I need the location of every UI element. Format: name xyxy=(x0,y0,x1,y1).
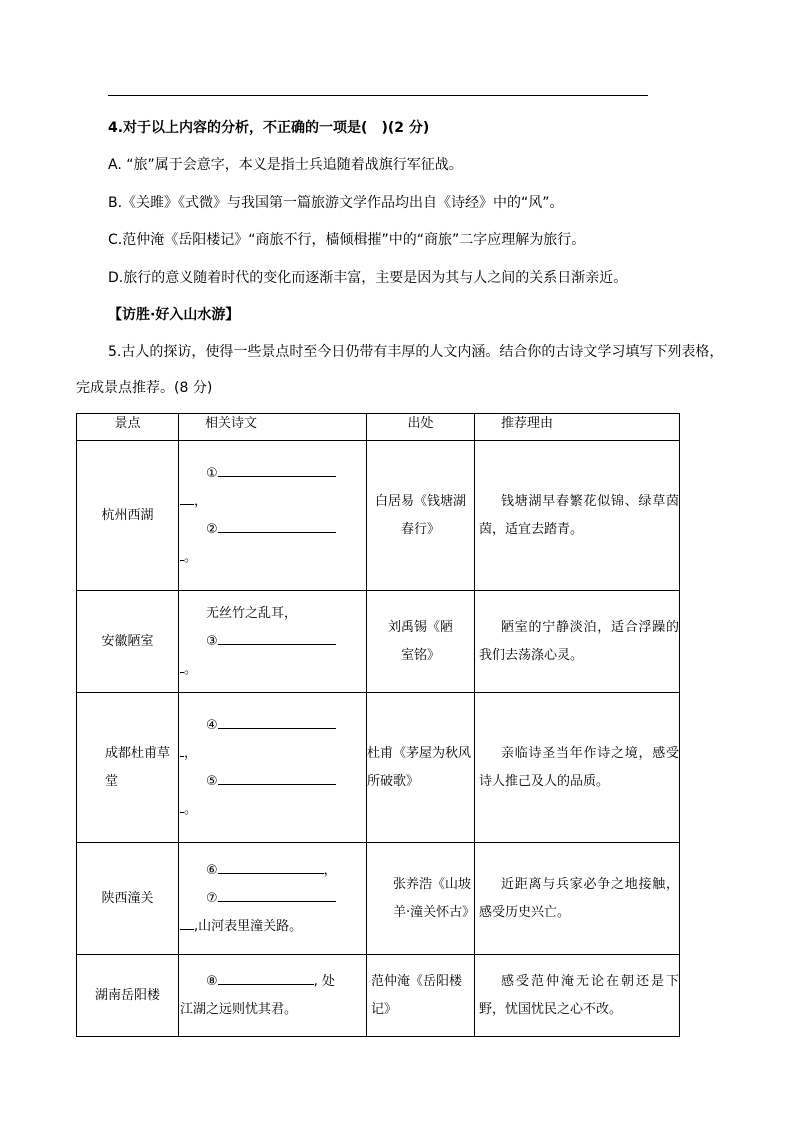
given-line: ,山河表里潼关路。 xyxy=(194,918,303,934)
place-cell: 湖南岳阳楼 xyxy=(77,955,179,1037)
table-row xyxy=(77,843,680,955)
punct: ， xyxy=(194,493,208,509)
table-row xyxy=(77,591,680,693)
top-divider xyxy=(108,95,648,96)
header-place: 景点 xyxy=(77,414,179,441)
blank-label: ⑧ xyxy=(206,973,218,989)
blank-label: ③ xyxy=(206,633,218,649)
poem-cell xyxy=(179,591,367,693)
q4-stem: 4.对于以上内容的分析，不正确的一项是( )(2 分) xyxy=(108,120,430,136)
recommendation-table xyxy=(76,413,680,1037)
answer-blank-7[interactable] xyxy=(218,886,336,902)
reason-cell xyxy=(475,843,680,955)
answer-blank-5[interactable] xyxy=(218,769,336,785)
reason-cell xyxy=(475,693,680,843)
punct: ， xyxy=(323,862,337,878)
source-cell: 范仲淹《岳阳楼记》 xyxy=(367,955,475,1037)
place-text: 成都杜甫草堂 xyxy=(105,745,171,789)
section-title: 【访胜·好入山水游】 xyxy=(108,307,240,323)
given-line: 江湖之远则忧其君。 xyxy=(180,1001,298,1017)
source-cell: 杜甫《茅屋为秋风所破歌》 xyxy=(367,693,475,843)
blank-label: ① xyxy=(206,465,218,481)
source-text: 刘禹锡《陋室铭》 xyxy=(387,619,453,663)
source-cell xyxy=(367,441,475,591)
table-row xyxy=(77,693,680,843)
given-text: , 处 xyxy=(313,973,335,989)
header-source: 出处 xyxy=(367,414,475,441)
header-poem: 相关诗文 xyxy=(179,414,367,441)
place-cell: 杭州西湖 xyxy=(77,441,179,591)
poem-cell xyxy=(179,955,367,1037)
punct: ， xyxy=(184,745,198,761)
answer-blank-7-cont[interactable] xyxy=(180,914,194,930)
reason-cell xyxy=(475,441,680,591)
answer-blank-3[interactable] xyxy=(218,629,336,645)
table-header-row xyxy=(77,414,680,441)
punct: 。 xyxy=(184,661,198,677)
poem-cell xyxy=(179,693,367,843)
source-cell: 张养浩《山坡羊·潼关怀古》 xyxy=(367,843,475,955)
place-cell: 陕西潼关 xyxy=(77,843,179,955)
blank-label: ⑤ xyxy=(206,773,218,789)
q4-option-b: B.《关雎》《式微》与我国第一篇旅游文学作品均出自《诗经》中的“风”。 xyxy=(108,195,564,211)
source-text: 白居易《钱塘湖春行》 xyxy=(374,493,466,537)
poem-cell xyxy=(179,441,367,591)
table-row xyxy=(77,955,680,1037)
blank-label: ④ xyxy=(206,717,218,733)
q4-option-a: A. “旅”属于会意字，本义是指士兵追随着战旗行军征战。 xyxy=(108,157,463,173)
q5-stem-line1: 5.古人的探访，使得一些景点时至今日仍带有丰厚的人文内涵。结合你的古诗文学习填写下列表格， xyxy=(108,344,724,360)
answer-blank-1-cont[interactable] xyxy=(180,489,194,505)
reason-text: 近距离与兵家必争之地接触，感受历史兴亡。 xyxy=(479,876,679,920)
reason-text: 陋室的宁静淡泊，适合浮躁的我们去荡涤心灵。 xyxy=(479,619,679,663)
poem-cell xyxy=(179,843,367,955)
answer-blank-6[interactable] xyxy=(218,858,324,874)
reason-text: 钱塘湖早春繁花似锦、绿草茵茵，适宜去踏青。 xyxy=(479,493,679,537)
reason-text: 感受范仲淹无论在朝还是下野，忧国忧民之心不改。 xyxy=(479,973,679,1017)
punct: 。 xyxy=(184,801,198,817)
source-cell xyxy=(367,591,475,693)
q4-option-d: D.旅行的意义随着时代的变化而逐渐丰富，主要是因为其与人之间的关系日渐亲近。 xyxy=(108,270,628,286)
given-line: 无丝竹之乱耳， xyxy=(206,605,298,621)
table-row xyxy=(77,441,680,591)
blank-label: ② xyxy=(206,521,218,537)
reason-cell xyxy=(475,591,680,693)
answer-blank-4[interactable] xyxy=(218,713,336,729)
punct: 。 xyxy=(184,549,198,565)
blank-label: ⑥ xyxy=(206,862,218,878)
reason-cell xyxy=(475,955,680,1037)
answer-blank-1[interactable] xyxy=(218,461,336,477)
q5-stem-line2: 完成景点推荐。(8 分) xyxy=(76,380,213,396)
answer-blank-2[interactable] xyxy=(218,517,336,533)
reason-text: 亲临诗圣当年作诗之境，感受诗人推己及人的品质。 xyxy=(479,745,679,789)
answer-blank-8[interactable] xyxy=(218,969,314,985)
place-cell xyxy=(77,693,179,843)
place-cell: 安徽陋室 xyxy=(77,591,179,693)
q4-option-c: C.范仲淹《岳阳楼记》“商旅不行，樯倾楫摧”中的“商旅”二字应理解为旅行。 xyxy=(108,232,586,248)
header-reason: 推荐理由 xyxy=(475,414,680,441)
blank-label: ⑦ xyxy=(206,890,218,906)
